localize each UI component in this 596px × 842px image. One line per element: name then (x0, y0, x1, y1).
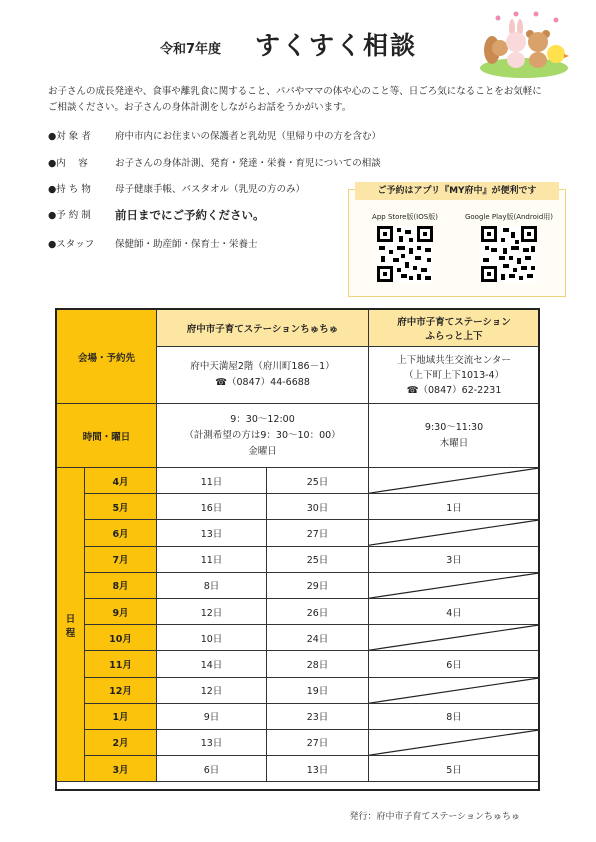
slash-icon (369, 468, 539, 493)
date-cell-loc1-a: 6日 (157, 756, 267, 782)
date-cell-loc1-b: 29日 (267, 572, 369, 598)
month-cell: 4月 (85, 468, 157, 494)
page-title: すくすく相談 (255, 31, 418, 60)
table-row (57, 546, 540, 572)
android-label: Google Play版(Android用) (464, 213, 554, 221)
app-reservation-box (348, 186, 566, 297)
date-cell-loc1-b: 13日 (267, 756, 369, 782)
date-cell-loc1-b: 30日 (267, 494, 369, 520)
loc1-day: 金曜日 (248, 445, 277, 457)
loc2-name-line2: ふらっと上下 (425, 331, 483, 342)
month-cell: 5月 (85, 494, 157, 520)
table-row (57, 729, 540, 755)
date-cell-loc1-a: 11日 (157, 546, 267, 572)
date-cell-loc1-b: 28日 (267, 651, 369, 677)
time-label: 時間・曜日 (57, 404, 157, 468)
no-session-cell (369, 468, 540, 494)
loc1-time (157, 404, 369, 468)
month-cell: 3月 (85, 756, 157, 782)
date-cell-loc1-b: 26日 (267, 598, 369, 624)
slash-icon (369, 520, 539, 545)
month-cell: 7月 (85, 546, 157, 572)
loc2-name (369, 310, 540, 347)
slash-icon (369, 573, 539, 598)
month-cell: 6月 (85, 520, 157, 546)
info-label: ●スタッフ (48, 239, 95, 250)
month-cell: 9月 (85, 598, 157, 624)
month-cell: 1月 (85, 703, 157, 729)
loc2-name-line1: 府中市子育てステーション (397, 317, 511, 328)
animals-illustration-icon (478, 8, 570, 78)
date-cell-loc1-a: 12日 (157, 677, 267, 703)
date-cell-loc2: 5日 (369, 756, 540, 782)
publisher-footer: 発行：府中市子育てステーションちゅちゅ (349, 812, 520, 822)
date-cell-loc1-b: 23日 (267, 703, 369, 729)
info-label: ●持 ち 物 (48, 184, 91, 195)
info-value: 母子健康手帳、バスタオル（乳児の方のみ） (115, 184, 306, 195)
no-session-cell (369, 677, 540, 703)
slash-icon (369, 678, 539, 703)
loc1-time-note: （計測希望の方は9：30～10：00） (184, 429, 341, 441)
schedule-table (56, 309, 540, 782)
date-cell-loc1-a: 11日 (157, 468, 267, 494)
schedule-label (57, 468, 85, 782)
no-session-cell (369, 625, 540, 651)
qr-code-ios-icon[interactable] (377, 226, 433, 282)
month-cell: 12月 (85, 677, 157, 703)
qr-code-android-icon[interactable] (481, 226, 537, 282)
table-row (57, 598, 540, 624)
info-label: ●予 約 制 (48, 210, 91, 221)
info-value: 保健師・助産師・保育士・栄養士 (115, 239, 258, 250)
date-cell-loc1-a: 13日 (157, 520, 267, 546)
info-label: ●内 容 (48, 158, 88, 169)
date-cell-loc1-b: 27日 (267, 729, 369, 755)
table-row (57, 651, 540, 677)
table-row (57, 572, 540, 598)
month-cell: 10月 (85, 625, 157, 651)
loc1-address: 府中天満屋2階（府川町186－1） (190, 361, 335, 372)
date-cell-loc1-a: 9日 (157, 703, 267, 729)
info-row-reservation (48, 207, 265, 223)
table-row (57, 468, 540, 494)
no-session-cell (369, 729, 540, 755)
table-row (57, 703, 540, 729)
loc2-time-range: 9:30～11:30 (424, 421, 484, 433)
date-cell-loc2: 1日 (369, 494, 540, 520)
date-cell-loc1-a: 8日 (157, 572, 267, 598)
loc2-address2: （上下町上下1013-4） (403, 369, 505, 381)
schedule-label-char: 程 (65, 627, 76, 639)
date-cell-loc1-a: 14日 (157, 651, 267, 677)
info-row-target (48, 128, 381, 142)
table-row (57, 520, 540, 546)
date-cell-loc1-b: 19日 (267, 677, 369, 703)
date-cell-loc2: 6日 (369, 651, 540, 677)
intro-text: お子さんの成長発達や、食事や離乳食に関すること、パパやママの体や心のこと等、日ごろ気になることをお気軽にご相談ください。お子さんの身体計測をしながらお話をうかがいます。 (48, 86, 542, 113)
date-cell-loc1-a: 16日 (157, 494, 267, 520)
date-cell-loc1-b: 25日 (267, 546, 369, 572)
month-cell: 2月 (85, 729, 157, 755)
venue-label: 会場・予約先 (57, 310, 157, 404)
date-cell-loc1-b: 25日 (267, 468, 369, 494)
date-cell-loc1-a: 10日 (157, 625, 267, 651)
info-label: ●対 象 者 (48, 131, 91, 142)
loc1-contact (157, 347, 369, 404)
table-row (57, 756, 540, 782)
loc1-tel: ☎（0847）44-6688 (215, 377, 310, 388)
month-cell: 8月 (85, 572, 157, 598)
app-heading: ご予約はアプリ『MY府中』が便利です (355, 182, 559, 200)
info-value: お子さんの身体計測、発育・発達・栄養・育児についての相談 (115, 158, 381, 169)
loc2-address1: 上下地域共生交流センター (397, 354, 511, 366)
ios-label: App Store版(IOS版) (372, 213, 438, 221)
slash-icon (369, 625, 539, 650)
loc2-tel: ☎（0847）62-2231 (406, 384, 502, 396)
date-cell-loc1-a: 12日 (157, 598, 267, 624)
no-session-cell (369, 520, 540, 546)
date-cell-loc2: 8日 (369, 703, 540, 729)
info-row-belongings (48, 181, 305, 195)
schedule-label-char: 日 (65, 613, 76, 625)
no-session-cell (369, 572, 540, 598)
table-row (57, 677, 540, 703)
era-label: 令和7年度 (160, 42, 222, 57)
loc2-time (369, 404, 540, 468)
loc1-name: 府中市子育てステーションちゅちゅ (157, 310, 369, 347)
table-row (57, 625, 540, 651)
loc2-contact (369, 347, 540, 404)
slash-icon (369, 730, 539, 755)
date-cell-loc2: 3日 (369, 546, 540, 572)
info-row-content (48, 155, 381, 169)
month-cell: 11月 (85, 651, 157, 677)
date-cell-loc1-b: 24日 (267, 625, 369, 651)
date-cell-loc1-b: 27日 (267, 520, 369, 546)
info-value: 前日までにご予約ください。 (115, 208, 265, 222)
date-cell-loc1-a: 13日 (157, 729, 267, 755)
date-cell-loc2: 4日 (369, 598, 540, 624)
info-row-staff (48, 236, 258, 250)
info-value: 府中市内にお住まいの保護者と乳幼児（里帰り中の方を含む） (115, 131, 382, 142)
loc2-day: 木曜日 (439, 437, 469, 449)
table-row (57, 494, 540, 520)
loc1-time-range: 9：30～12:00 (230, 413, 295, 425)
